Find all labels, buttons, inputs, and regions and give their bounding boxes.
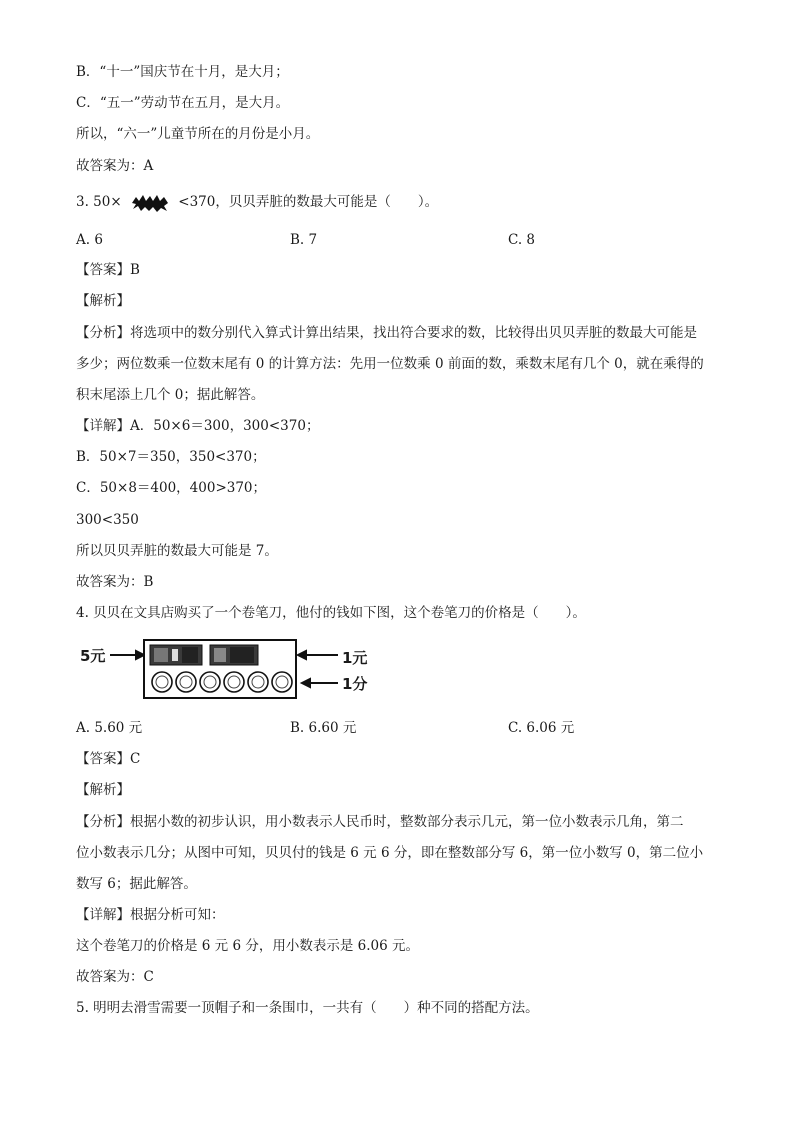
- question-3-prefix: 3. 50×: [76, 194, 122, 210]
- detail-text: 这个卷笔刀的价格是 6 元 6 分，用小数表示是 6.06 元。: [76, 938, 419, 954]
- detail-text: C．50×8＝400，400>370；: [76, 480, 267, 496]
- text-line: C．“五一”劳动节在五月，是大月。: [76, 95, 290, 111]
- coin-1-fen: [200, 672, 220, 692]
- final-answer: 故答案为：B: [76, 574, 154, 590]
- coin-1-fen: [272, 672, 292, 692]
- coin-1-fen: [248, 672, 268, 692]
- money-figure: [76, 636, 406, 704]
- option-b: B. 6.60 元: [290, 720, 357, 736]
- question-4: 4. 贝贝在文具店购买了一个卷笔刀，他付的钱如下图，这个卷笔刀的价格是（ ）。: [76, 605, 586, 621]
- question-3-suffix: <370，贝贝弄脏的数最大可能是（ ）。: [178, 194, 439, 210]
- label-5-yuan: 5元: [80, 647, 106, 665]
- text-line: B．“十一”国庆节在十月，是大月；: [76, 64, 289, 80]
- analysis-text: 【分析】将选项中的数分别代入算式计算出结果，找出符合要求的数，比较得出贝贝弄脏的数最大可能是: [76, 325, 697, 341]
- answer-label: 【答案】C: [76, 751, 141, 767]
- text-line: 所以，“六一”儿童节所在的月份是小月。: [76, 126, 320, 142]
- answer-label: 【答案】B: [76, 262, 140, 278]
- analysis-text: 位小数表示几分；从图中可知，贝贝付的钱是 6 元 6 分，即在整数部分写 6，第一位小数写 0，第二位小: [76, 845, 704, 861]
- analysis-text: 数写 6；据此解答。: [76, 876, 197, 892]
- analysis-text: 积末尾添上几个 0；据此解答。: [76, 387, 265, 403]
- label-1-yuan: 1元: [342, 649, 368, 667]
- detail-text: B．50×7＝350，350<370；: [76, 449, 266, 465]
- question-5: 5. 明明去滑雪需要一顶帽子和一条围巾，一共有（ ）种不同的搭配方法。: [76, 1000, 539, 1016]
- detail-text: 所以贝贝弄脏的数最大可能是 7。: [76, 543, 278, 559]
- analysis-heading: 【解析】: [76, 293, 130, 309]
- banknote-1-yuan: [210, 645, 258, 665]
- coin-1-fen: [224, 672, 244, 692]
- money-illustration: [76, 636, 406, 704]
- coin-1-fen: [152, 672, 172, 692]
- option-c: C. 8: [508, 232, 536, 248]
- analysis-text: 【分析】根据小数的初步认识，用小数表示人民币时，整数部分表示几元，第一位小数表示几角，第二: [76, 814, 684, 830]
- option-c: C. 6.06 元: [508, 720, 575, 736]
- analysis-text: 多少；两位数乘一位数末尾有 0 的计算方法：先用一位数乘 0 前面的数，乘数末尾有几个 0，就在乘得的: [76, 356, 704, 372]
- label-1-fen: 1分: [342, 675, 368, 693]
- coin-1-fen: [176, 672, 196, 692]
- question-3: [76, 192, 438, 213]
- detail-text: 300<350: [76, 512, 139, 528]
- detail-text: 【详解】A．50×6＝300，300<370；: [76, 418, 320, 434]
- detail-text: 【详解】根据分析可知：: [76, 907, 225, 923]
- analysis-heading: 【解析】: [76, 782, 130, 798]
- option-a: A. 6: [76, 232, 103, 248]
- final-answer: 故答案为：C: [76, 969, 154, 985]
- text-line: 故答案为：A: [76, 158, 154, 174]
- banknote-5-yuan: [150, 645, 202, 665]
- ink-smudge-icon: [130, 193, 170, 213]
- option-a: A. 5.60 元: [76, 720, 143, 736]
- option-b: B. 7: [290, 232, 318, 248]
